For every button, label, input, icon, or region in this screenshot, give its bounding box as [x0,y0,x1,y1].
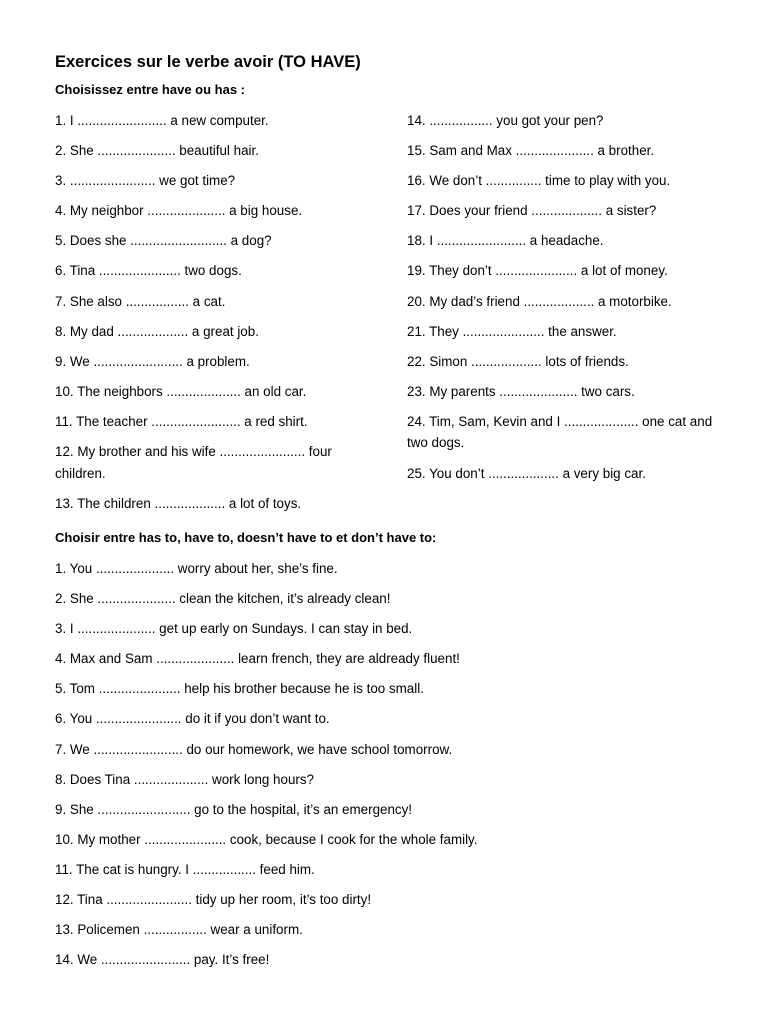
exercise2-item: 8. Does Tina .................... work long hours? [55,771,314,787]
exercise1-item: 7. She also ................. a cat. [55,293,226,309]
exercise1-item: 24. Tim, Sam, Kevin and I .................... one cat and two dogs. [407,413,713,451]
exercise1-item: 9. We ........................ a problem. [55,353,250,369]
exercise1-item: 5. Does she .......................... a dog? [55,233,272,249]
exercise1-item: 25. You don’t ................... a very big car. [407,465,646,481]
exercise1-item: 18. I ........................ a headache. [407,233,604,249]
exercise2-item: 10. My mother ...................... cook, because I cook for the whole family. [55,831,478,847]
exercise2-item: 7. We ........................ do our homework, we have school tomorrow. [55,741,453,757]
exercise1-item: 16. We don’t ............... time to play with you. [407,173,671,189]
exercise1-item: 1. I ........................ a new computer. [55,113,269,128]
exercise2-item: 5. Tom ...................... help his brother because he is too small. [55,681,424,697]
exercise2-item: 14. We ........................ pay. It’s free! [55,952,270,968]
exercise1-item: 19. They don’t ...................... a lot of money. [407,263,668,279]
exercise2-item: 1. You ..................... worry about her, she’s fine. [55,561,338,576]
exercise2-item: 9. She ......................... go to the hospital, it’s an emergency! [55,801,413,817]
exercise1-item: 6. Tina ...................... two dogs. [55,263,242,279]
exercise2-item: 3. I ..................... get up early on Sundays. I can stay in bed. [55,621,413,637]
exercise1-item: 13. The children ................... a lot of toys. [55,495,302,511]
exercise1-item: 3. ....................... we got time? [55,173,236,189]
exercise2-list [55,558,735,979]
exercise1-left-list [55,110,365,523]
exercise1-item: 10. The neighbors .................... an old car. [55,383,307,399]
exercise1-item: 17. Does your friend ................... a sister? [407,203,657,219]
section1-heading: Choisissez entre have ou has : [55,82,246,97]
exercise2-item: 4. Max and Sam ..................... learn french, they are aldready fluent! [55,651,460,667]
exercise1-item: 14. ................. you got your pen? [407,113,604,128]
exercise2-item: 11. The cat is hungry. I ................. feed him. [55,861,315,877]
exercise1-item: 23. My parents ..................... two cars. [407,383,635,399]
exercise2-item: 13. Policemen ................. wear a uniform. [55,922,303,938]
exercise1-item: 15. Sam and Max ..................... a brother. [407,143,655,159]
exercise1-item: 12. My brother and his wife ....................... four children. [55,444,332,481]
section2-heading: Choisir entre has to, have to, doesn’t have to et don’t have to: [55,530,437,545]
exercise2-item: 6. You ....................... do it if you don’t want to. [55,711,330,727]
exercise2-item: 12. Tina ....................... tidy up her room, it’s too dirty! [55,892,372,908]
exercise2-item: 2. She ..................... clean the kitchen, it’s already clean! [55,591,391,607]
exercise1-item: 21. They ...................... the answer. [407,323,617,339]
exercise1-item: 20. My dad’s friend ................... a motorbike. [407,293,672,309]
page-title: Exercices sur le verbe avoir (TO HAVE) [55,53,361,71]
exercise1-item: 4. My neighbor ..................... a big house. [55,203,303,219]
exercise1-right-list [407,110,717,493]
exercise1-item: 2. She ..................... beautiful hair. [55,143,259,159]
exercise1-item: 22. Simon ................... lots of friends. [407,353,629,369]
exercise1-item: 11. The teacher ........................ a red shirt. [55,413,308,429]
exercise1-item: 8. My dad ................... a great job. [55,323,259,339]
